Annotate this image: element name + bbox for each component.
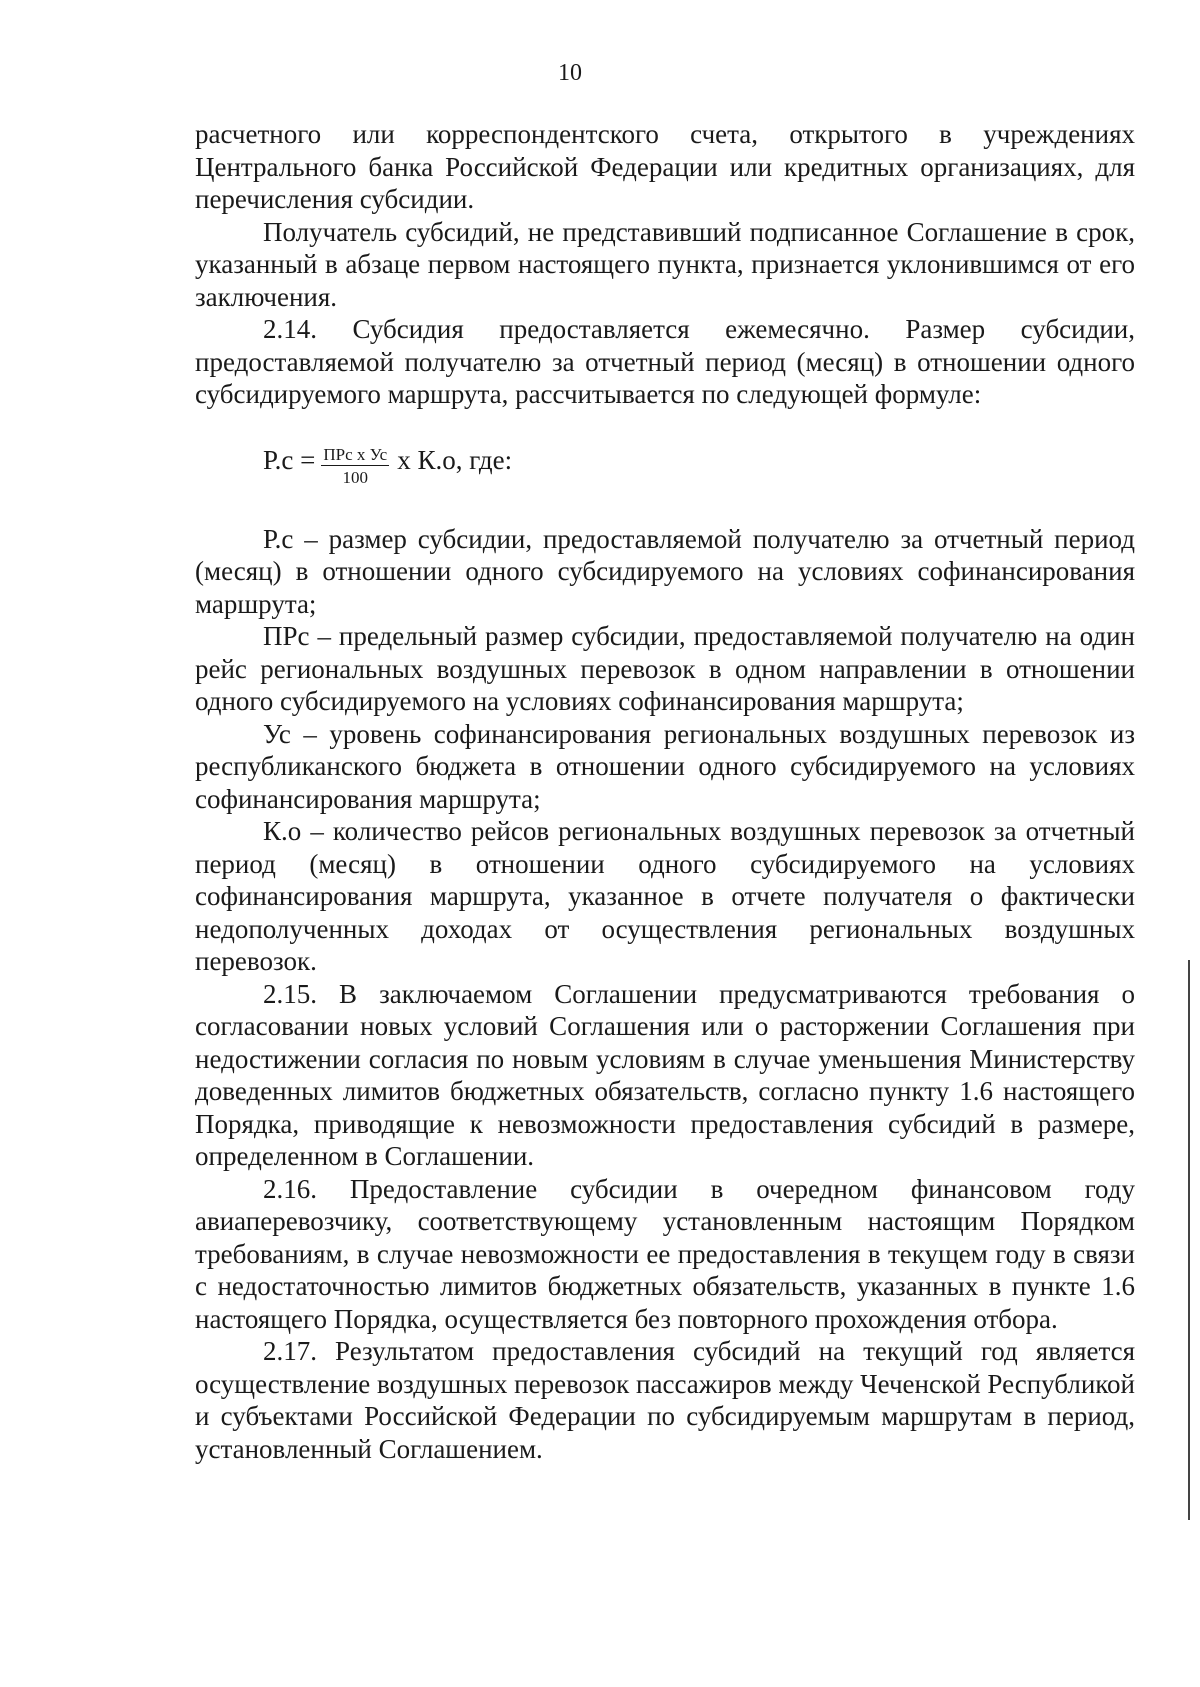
paragraph-2-16: 2.16. Предоставление субсидии в очередном финансовом году авиаперевозчику, соответствующему установленным настоящим Порядком требованиям, в случае невозможности ее предоставления в текущем году в связи с недостаточностью лимитов бюджетных обязательств, указанных в пункте 1.6 настоящего Порядка, осуществляется без повторного прохождения отбора. xyxy=(195,1173,1135,1334)
subsidy-formula xyxy=(263,441,1135,487)
page-number: 10 xyxy=(558,60,582,86)
paragraph-2-17: 2.17. Результатом предоставления субсидий на текущий год является осуществление воздушных перевозок пассажиров между Чеченской Республикой и субъектами Российской Федерации по субсидируемым маршрутам в период, установленный Соглашением. xyxy=(195,1336,1135,1464)
paragraph-2-15: 2.15. В заключаемом Соглашении предусматриваются требования о согласовании новых условий Соглашения или о расторжении Соглашения при недостижении согласия по новым условиям в случае уменьшения Министерству доведенных лимитов бюджетных обязательств, согласно пункту 1.6 настоящего Порядка, приводящие к невозможности предоставления субсидий в размере, определенном в Соглашении. xyxy=(195,978,1135,1171)
paragraph-recipient-evasion: Получатель субсидий, не представивший подписанное Соглашение в срок, указанный в абзаце первом настоящего пункта, признается уклонившимся от его заключения. xyxy=(195,216,1135,312)
paragraph-2-14: 2.14. Субсидия предоставляется ежемесячно. Размер субсидии, предоставляемой получателю за отчетный период (месяц) в отношении одного субсидируемого маршрута, рассчитывается по следующей формуле: xyxy=(195,314,1135,409)
definition-ko: К.о – количество рейсов региональных воздушных перевозок за отчетный период (месяц) в отношении одного субсидируемого на условиях софинансирования маршрута, указанное в отчете получателя о фактически недополученных доходах от осуществления региональных воздушных перевозок. xyxy=(195,816,1135,976)
formula-denominator: 100 xyxy=(342,467,369,487)
definition-rs: Р.с – размер субсидии, предоставляемой получателю за отчетный период (месяц) в отношении одного субсидируемого на условиях софинансирования маршрута; xyxy=(195,523,1135,619)
formula-lhs: Р.с = xyxy=(263,445,316,475)
definition-prs: ПРс – предельный размер субсидии, предоставляемой получателю на один рейс региональных воздушных перевозок в одном направлении в отношении одного субсидируемого на условиях софинансирования маршрута; xyxy=(195,621,1135,716)
formula-rhs: x К.о, где: xyxy=(397,445,513,475)
formula-numerator: ПРс x Ус xyxy=(323,444,388,464)
scan-edge-line xyxy=(1188,960,1190,1520)
document-body xyxy=(195,118,1135,1465)
paragraph-account-continuation: расчетного или корреспондентского счета, открытого в учреждениях Центрального банка Российской Федерации или кредитных организациях, для перечисления субсидии. xyxy=(195,119,1135,214)
definition-us: Ус – уровень софинансирования региональных воздушных перевозок из республиканского бюджета в отношении одного субсидируемого на условиях софинансирования маршрута; xyxy=(195,718,1135,814)
formula-fraction xyxy=(321,446,389,486)
